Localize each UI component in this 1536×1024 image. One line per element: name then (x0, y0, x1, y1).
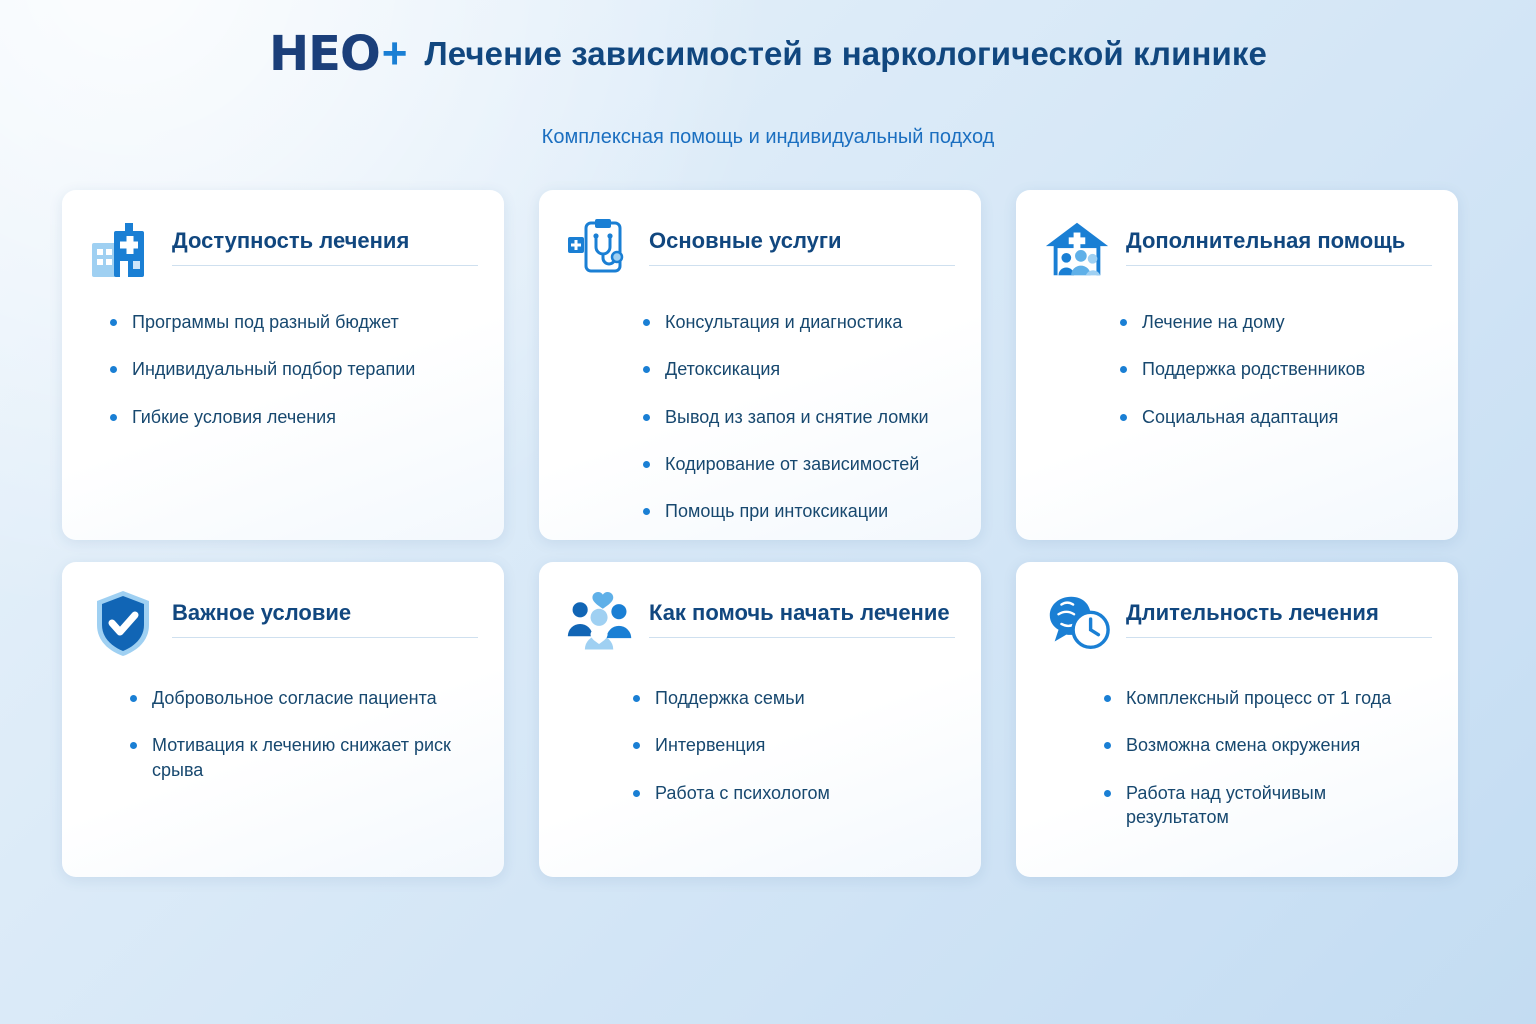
logo-text: HEO (269, 26, 380, 82)
card-additional-help (1016, 190, 1458, 540)
list-item: Детоксикация (643, 357, 955, 381)
list-item: Лечение на дому (1120, 310, 1432, 334)
hospital-icon (88, 216, 158, 286)
shield-check-icon (88, 588, 158, 658)
card-bullet-list (1042, 686, 1432, 829)
card-title: Как помочь начать лечение (649, 600, 950, 625)
card-bullet-list (1042, 310, 1432, 429)
title-divider (649, 637, 955, 638)
title-divider (172, 637, 478, 638)
list-item: Поддержка родственников (1120, 357, 1432, 381)
card-header (1042, 216, 1432, 288)
home-care-icon (1042, 216, 1112, 286)
card-title: Основные услуги (649, 228, 842, 253)
family-heart-icon (565, 588, 635, 658)
card-important-condition (62, 562, 504, 877)
list-item: Гибкие условия лечения (110, 405, 478, 429)
card-bullet-list (565, 310, 955, 523)
card-title: Длительность лечения (1126, 600, 1379, 625)
card-title-wrap (172, 216, 478, 266)
title-divider (649, 265, 955, 266)
card-bullet-list (565, 686, 955, 805)
list-item: Поддержка семьи (633, 686, 955, 710)
title-divider (1126, 637, 1432, 638)
list-item: Добровольное согласие пациента (130, 686, 478, 710)
list-item: Программы под разный бюджет (110, 310, 478, 334)
list-item: Кодирование от зависимостей (643, 452, 955, 476)
title-divider (1126, 265, 1432, 266)
card-title-wrap (649, 588, 955, 638)
brain-clock-icon (1042, 588, 1112, 658)
card-bullet-list (88, 310, 478, 429)
title-divider (172, 265, 478, 266)
card-main-services (539, 190, 981, 540)
card-treatment-availability (62, 190, 504, 540)
card-title-wrap (172, 588, 478, 638)
list-item: Работа с психологом (633, 781, 955, 805)
clipboard-stethoscope-icon (565, 216, 635, 286)
card-title-wrap (1126, 588, 1432, 638)
card-header (88, 216, 478, 288)
list-item: Комплексный процесс от 1 года (1104, 686, 1432, 710)
card-header (565, 588, 955, 664)
card-how-to-start (539, 562, 981, 877)
card-header (1042, 588, 1432, 664)
brand-logo (269, 26, 407, 82)
cards-grid (62, 190, 1474, 877)
logo-plus-icon: + (381, 29, 407, 78)
card-title-wrap (1126, 216, 1432, 266)
list-item: Работа над устойчивым результатом (1104, 781, 1432, 830)
list-item: Социальная адаптация (1120, 405, 1432, 429)
card-header (88, 588, 478, 664)
card-header (565, 216, 955, 288)
list-item: Мотивация к лечению снижает риск срыва (130, 733, 478, 782)
list-item: Индивидуальный подбор терапии (110, 357, 478, 381)
page-title: Лечение зависимостей в наркологической клинике (424, 35, 1267, 72)
card-treatment-duration (1016, 562, 1458, 877)
list-item: Консультация и диагностика (643, 310, 955, 334)
list-item: Вывод из запоя и снятие ломки (643, 405, 955, 429)
card-title-wrap (649, 216, 955, 266)
card-title: Доступность лечения (172, 228, 410, 253)
list-item: Помощь при интоксикации (643, 499, 955, 523)
card-bullet-list (88, 686, 478, 782)
list-item: Интервенция (633, 733, 955, 757)
page-subtitle: Комплексная помощь и индивидуальный подход (541, 126, 995, 148)
card-title: Важное условие (172, 600, 352, 625)
list-item: Возможна смена окружения (1104, 733, 1432, 757)
page-header (0, 26, 1536, 82)
card-title: Дополнительная помощь (1126, 228, 1406, 253)
